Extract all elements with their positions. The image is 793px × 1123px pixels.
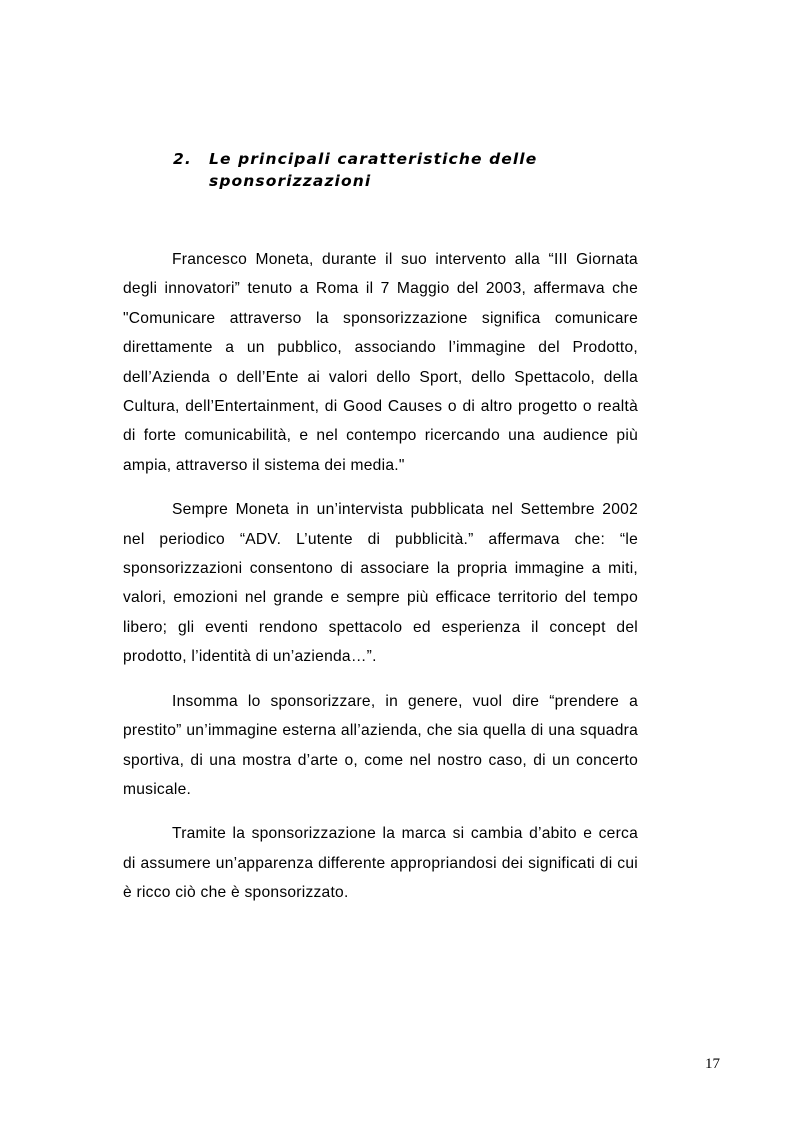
page-number: 17: [705, 1056, 720, 1072]
section-number: 2.: [173, 150, 192, 168]
paragraph-moneta-intervento: Francesco Moneta, durante il suo intervento alla “III Giornata degli innovatori” tenuto a Roma il 7 Maggio del 2003, affermava che "Comunicare attraverso la sponsorizzazione significa comunicare direttamente a un pubblico, associando l’immagine del Prodotto, dell’Azienda o dell’Ente ai valori dello Sport, dello Spettacolo, della Cultura, dell’Entertainment, di Good Causes o di altro progetto o realtà di forte comunicabilità, e nel contempo ricercando una audience più ampia, attraverso il sistema dei media.": [123, 251, 638, 474]
paragraph-marca: Tramite la sponsorizzazione la marca si cambia d’abito e cerca di assumere un’apparenza differente appropriandosi dei significati di cui è ricco ciò che è sponsorizzato.: [123, 825, 638, 902]
paragraph-sponsorizzare: Insomma lo sponsorizzare, in genere, vuol dire “prendere a prestito” un’immagine esterna all’azienda, che sia quella di una squadra sportiva, di una mostra d’arte o, come nel nostro caso, di un concerto musicale.: [123, 692, 638, 798]
body-text: [123, 245, 638, 923]
section-heading: [173, 148, 593, 192]
paragraph-moneta-intervista: Sempre Moneta in un’intervista pubblicata nel Settembre 2002 nel periodico “ADV. L’utente di pubblicità.” affermava che: “le sponsorizzazioni consentono di associare la propria immagine a miti, valori, emozioni nel grande e sempre più efficace territorio del tempo libero; gli eventi rendono spettacolo ed esperienza il concept del prodotto, l’identità di un’azienda…”.: [123, 501, 638, 666]
section-title: Le principali caratteristiche delle sponsorizzazioni: [209, 150, 538, 190]
